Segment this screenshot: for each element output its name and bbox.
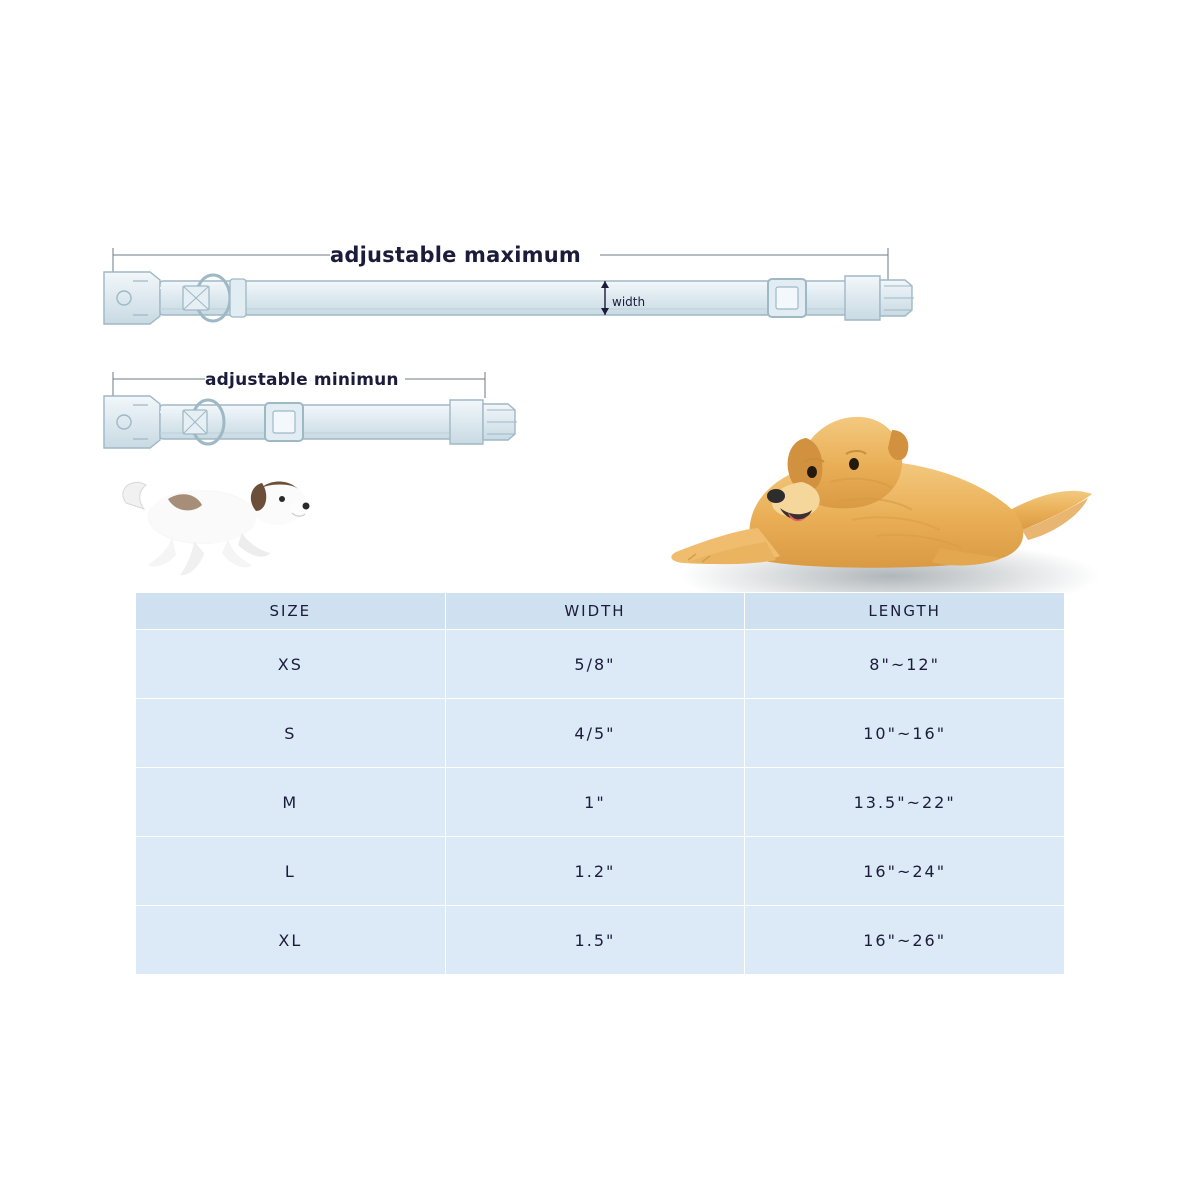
cell-width: 5/8" (445, 630, 745, 699)
cell-length: 16"~24" (745, 837, 1065, 906)
cell-length: 10"~16" (745, 699, 1065, 768)
column-header-size: SIZE (136, 593, 446, 630)
cell-width: 1.5" (445, 906, 745, 975)
small-dog-illustration (110, 455, 310, 590)
cell-length: 13.5"~22" (745, 768, 1065, 837)
table-row (136, 699, 1065, 768)
table-row (136, 768, 1065, 837)
label-adjustable-minimum: adjustable minimun (205, 370, 399, 390)
table-row (136, 906, 1065, 975)
label-adjustable-maximum: adjustable maximum (330, 243, 581, 267)
column-header-length: LENGTH (745, 593, 1065, 630)
cell-length: 8"~12" (745, 630, 1065, 699)
cell-length: 16"~26" (745, 906, 1065, 975)
label-width: width (612, 295, 646, 309)
cell-width: 1.2" (445, 837, 745, 906)
cell-width: 4/5" (445, 699, 745, 768)
table-row (136, 837, 1065, 906)
column-header-width: WIDTH (445, 593, 745, 630)
cell-width: 1" (445, 768, 745, 837)
cell-size: S (136, 699, 446, 768)
size-table (135, 592, 1065, 975)
cell-size: XL (136, 906, 446, 975)
cell-size: XS (136, 630, 446, 699)
large-dog-illustration (640, 390, 1100, 625)
cell-size: M (136, 768, 446, 837)
table-header-row (136, 593, 1065, 630)
cell-size: L (136, 837, 446, 906)
table-row (136, 630, 1065, 699)
